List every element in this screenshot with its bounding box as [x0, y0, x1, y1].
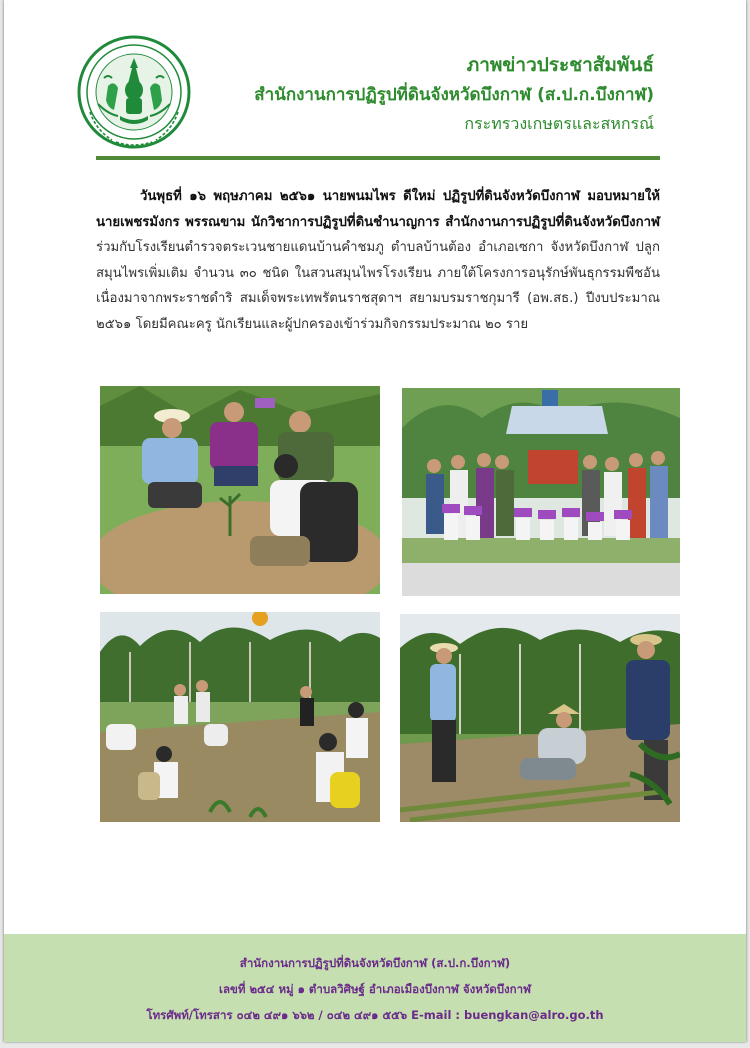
ministry-name: กระทรวงเกษตรและสหกรณ์: [464, 114, 654, 133]
photo-bamboo-planting: [400, 614, 680, 822]
footer-address: เลขที่ ๒๕๔ หมู่ ๑ ตำบลวิศิษฐ์ อำเภอเมืองบึงกาฬ จังหวัดบึงกาฬ: [219, 982, 531, 996]
photo-students-field: [100, 612, 380, 822]
news-body: ร่วมกับโรงเรียนตำรวจตระเวนชายแดนบ้านคำชมภู ตำบลบ้านต้อง อำเภอเซกา จังหวัดบึงกาฬ ปลูกสมุนไพรเพิ่มเติม จำนวน ๓๐ ชนิด ในสวนสมุนไพรโรงเรียน ภายใต้โครงการอนุรักษ์พันธุกรรมพืชอันเนื่องมาจากพระราชดำริ สมเด็จพระเทพรัตนราชสุดาฯ สยามบรมราชกุมารี (อพ.สธ.) ปีงบประมาณ ๒๕๖๑ โดยมีคณะครู นักเรียนและผู้ปกครองเข้าร่วมกิจกรรมประมาณ ๒๐ ราย: [96, 240, 660, 332]
news-lead: วันพุธที่ ๑๖ พฤษภาคม ๒๕๖๑ นายพนมไพร ดีใหม่ ปฏิรูปที่ดินจังหวัดบึงกาฬ มอบหมายให้นายเพชรมังกร พรรณขาม นักวิชาการปฏิรูปที่ดินชำนาญการ สำนักงานการปฏิรูปที่ดินจังหวัดบึงกาฬ: [96, 189, 660, 230]
page-title: ภาพข่าวประชาสัมพันธ์: [466, 54, 654, 76]
header-block: [254, 50, 654, 138]
photo-group: [402, 388, 680, 596]
news-paragraph: [96, 184, 660, 337]
office-name: สำนักงานการปฏิรูปที่ดินจังหวัดบึงกาฬ (ส.ป.ก.บึงกาฬ): [254, 85, 654, 105]
document-page: [4, 0, 746, 1042]
photo-officers-planting: [100, 386, 380, 594]
alro-seal-logo: [76, 34, 192, 150]
footer-office: สำนักงานการปฏิรูปที่ดินจังหวัดบึงกาฬ (ส.ป.ก.บึงกาฬ): [239, 956, 511, 970]
header-divider: [96, 156, 660, 160]
footer-contact: [4, 934, 746, 1042]
footer-phone-email: โทรศัพท์/โทรสาร ๐๔๒ ๔๙๑ ๖๖๒ / ๐๔๒ ๔๙๑ ๕๕๖ E-mail : buengkan@alro.go.th: [146, 1008, 604, 1022]
